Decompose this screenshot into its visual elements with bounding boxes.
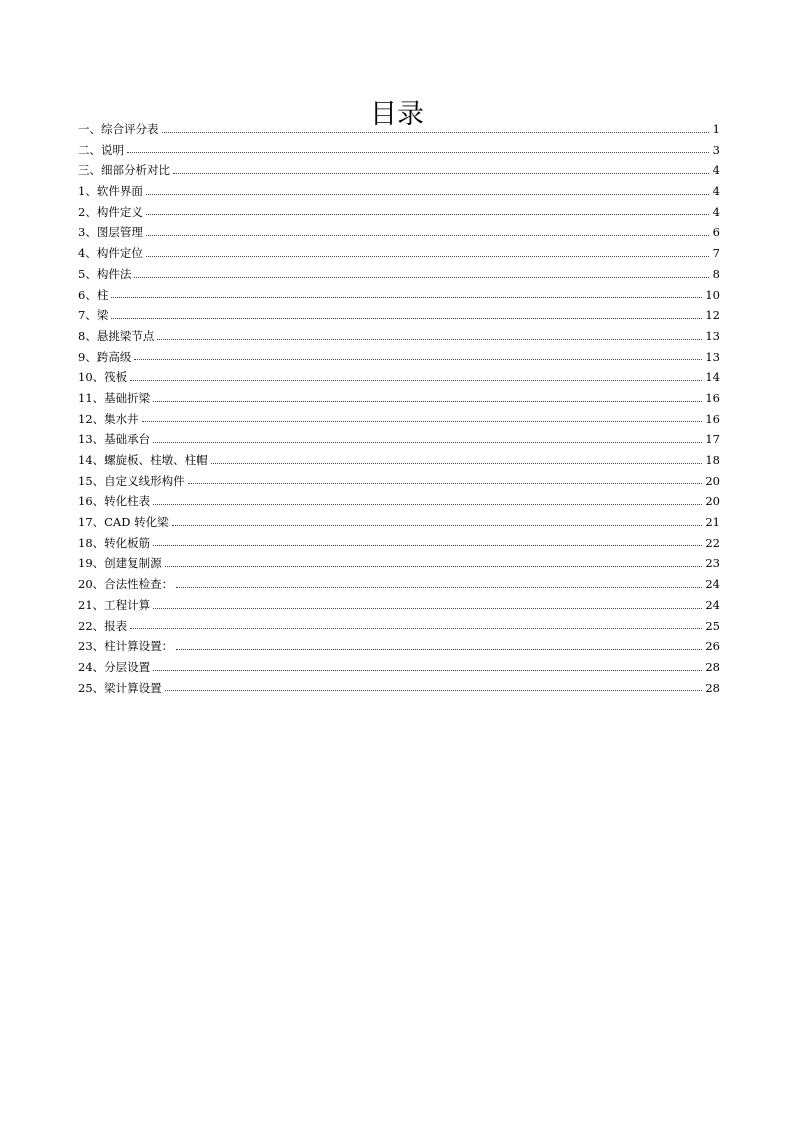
toc-dot-leader xyxy=(146,194,709,195)
toc-entry-label: 2、构件定义 xyxy=(78,204,143,219)
toc-entry-label: 二、说明 xyxy=(78,142,124,157)
toc-entry-page-number: 25 xyxy=(705,618,720,633)
toc-entry-label: 6、柱 xyxy=(78,287,109,302)
toc-entry-label: 7、梁 xyxy=(78,308,109,323)
toc-dot-leader xyxy=(142,421,703,422)
toc-entry[interactable] xyxy=(78,140,720,161)
toc-entry[interactable] xyxy=(78,533,720,554)
toc-entry[interactable] xyxy=(78,429,720,450)
toc-entry[interactable] xyxy=(78,616,720,637)
toc-entry-page-number: 10 xyxy=(705,287,720,302)
toc-entry-label: 9、跨高级 xyxy=(78,349,132,364)
toc-entry-page-number: 24 xyxy=(705,597,720,612)
toc-dot-leader xyxy=(176,649,702,650)
toc-dot-leader xyxy=(157,339,702,340)
toc-entry-page-number: 12 xyxy=(705,308,720,323)
toc-entry-label: 16、转化柱表 xyxy=(78,494,151,509)
toc-entry[interactable] xyxy=(78,347,720,368)
toc-title: 目录 xyxy=(370,99,424,130)
toc-entry[interactable] xyxy=(78,450,720,471)
toc-dot-leader xyxy=(153,608,702,609)
toc-dot-leader xyxy=(173,173,709,174)
toc-entry-label: 25、梁计算设置 xyxy=(78,680,162,695)
toc-entry-page-number: 4 xyxy=(712,204,720,219)
toc-dot-leader xyxy=(176,587,702,588)
toc-dot-leader xyxy=(146,235,709,236)
toc-entry-page-number: 4 xyxy=(712,163,720,178)
toc-entry[interactable] xyxy=(78,512,720,533)
toc-entry[interactable] xyxy=(78,367,720,388)
toc-dot-leader xyxy=(146,256,709,257)
toc-entry[interactable] xyxy=(78,285,720,306)
toc-dot-leader xyxy=(162,132,710,133)
toc-dot-leader xyxy=(127,152,709,153)
toc-entry-page-number: 20 xyxy=(705,473,720,488)
toc-entry-label: 13、基础承台 xyxy=(78,432,151,447)
toc-entry[interactable] xyxy=(78,574,720,595)
toc-dot-leader xyxy=(111,318,702,319)
toc-entry-label: 4、构件定位 xyxy=(78,246,143,261)
toc-entry-page-number: 13 xyxy=(705,349,720,364)
toc-dot-leader xyxy=(153,670,702,671)
toc-entry-page-number: 4 xyxy=(712,184,720,199)
toc-entry[interactable] xyxy=(78,181,720,202)
toc-entry[interactable] xyxy=(78,553,720,574)
toc-dot-leader xyxy=(165,690,703,691)
toc-dot-leader xyxy=(153,504,702,505)
toc-entry-page-number: 24 xyxy=(705,577,720,592)
toc-dot-leader xyxy=(134,277,709,278)
toc-entry-label: 三、细部分析对比 xyxy=(78,163,170,178)
toc-entry-label: 1、软件界面 xyxy=(78,184,143,199)
toc-dot-leader xyxy=(153,401,702,402)
toc-entry[interactable] xyxy=(78,636,720,657)
toc-dot-leader xyxy=(134,359,702,360)
toc-entry-page-number: 6 xyxy=(712,225,720,240)
toc-entry[interactable] xyxy=(78,326,720,347)
toc-entry[interactable] xyxy=(78,264,720,285)
toc-entry-page-number: 22 xyxy=(705,535,720,550)
toc-list xyxy=(78,119,720,698)
toc-entry[interactable] xyxy=(78,657,720,678)
toc-entry-label: 11、基础折梁 xyxy=(78,390,151,405)
toc-entry-label: 一、综合评分表 xyxy=(78,122,159,136)
toc-entry[interactable] xyxy=(78,119,720,140)
toc-entry-label: 22、报表 xyxy=(78,618,128,633)
toc-entry[interactable] xyxy=(78,595,720,616)
toc-entry[interactable] xyxy=(78,409,720,430)
toc-dot-leader xyxy=(130,380,702,381)
toc-entry[interactable] xyxy=(78,160,720,181)
toc-entry-page-number: 28 xyxy=(705,680,720,695)
toc-entry-page-number: 14 xyxy=(705,370,720,385)
toc-entry-page-number: 18 xyxy=(705,453,720,467)
toc-entry-page-number: 20 xyxy=(705,494,720,509)
toc-dot-leader xyxy=(165,566,703,567)
toc-entry-label: 3、图层管理 xyxy=(78,225,143,240)
toc-entry-label: 15、自定义线形构件 xyxy=(78,473,185,488)
toc-dot-leader xyxy=(153,545,702,546)
toc-dot-leader xyxy=(146,214,709,215)
toc-dot-leader xyxy=(130,628,702,629)
toc-entry-label: 19、创建复制源 xyxy=(78,556,162,571)
toc-entry-page-number: 8 xyxy=(712,266,720,281)
toc-entry[interactable] xyxy=(78,388,720,409)
toc-entry[interactable] xyxy=(78,305,720,326)
toc-entry-page-number: 16 xyxy=(705,390,720,405)
toc-entry-page-number: 28 xyxy=(705,659,720,674)
toc-entry[interactable] xyxy=(78,243,720,264)
toc-entry-page-number: 16 xyxy=(705,411,720,426)
toc-dot-leader xyxy=(111,297,702,298)
toc-entry[interactable] xyxy=(78,678,720,699)
toc-entry-label: 8、悬挑梁节点 xyxy=(78,328,155,343)
toc-entry-page-number: 3 xyxy=(712,142,720,157)
toc-dot-leader xyxy=(172,525,703,526)
toc-entry-label: 24、分层设置 xyxy=(78,659,151,674)
toc-entry-page-number: 26 xyxy=(705,639,720,654)
toc-entry-page-number: 1 xyxy=(712,122,720,136)
toc-dot-leader xyxy=(188,483,703,484)
toc-entry-page-number: 7 xyxy=(712,246,720,261)
toc-entry-label: 18、转化板筋 xyxy=(78,535,151,550)
toc-entry-label: 20、合法性检查： xyxy=(78,577,174,592)
toc-entry-page-number: 17 xyxy=(705,432,720,447)
toc-entry-label: 17、CAD 转化梁 xyxy=(78,515,169,530)
toc-entry-label: 5、构件法 xyxy=(78,266,132,281)
toc-dot-leader xyxy=(153,442,702,443)
toc-entry-label: 21、工程计算 xyxy=(78,597,151,612)
toc-entry-page-number: 21 xyxy=(705,515,720,530)
toc-entry-label: 12、集水井 xyxy=(78,411,139,426)
toc-entry[interactable] xyxy=(78,471,720,492)
toc-entry-page-number: 13 xyxy=(705,328,720,343)
toc-dot-leader xyxy=(211,463,703,464)
toc-entry-label: 14、螺旋板、柱墩、柱帽 xyxy=(78,453,208,467)
toc-entry[interactable] xyxy=(78,222,720,243)
toc-entry-label: 23、柱计算设置： xyxy=(78,639,174,654)
toc-entry-label: 10、筏板 xyxy=(78,370,128,385)
toc-entry[interactable] xyxy=(78,491,720,512)
toc-entry-page-number: 23 xyxy=(705,556,720,571)
toc-entry[interactable] xyxy=(78,202,720,223)
